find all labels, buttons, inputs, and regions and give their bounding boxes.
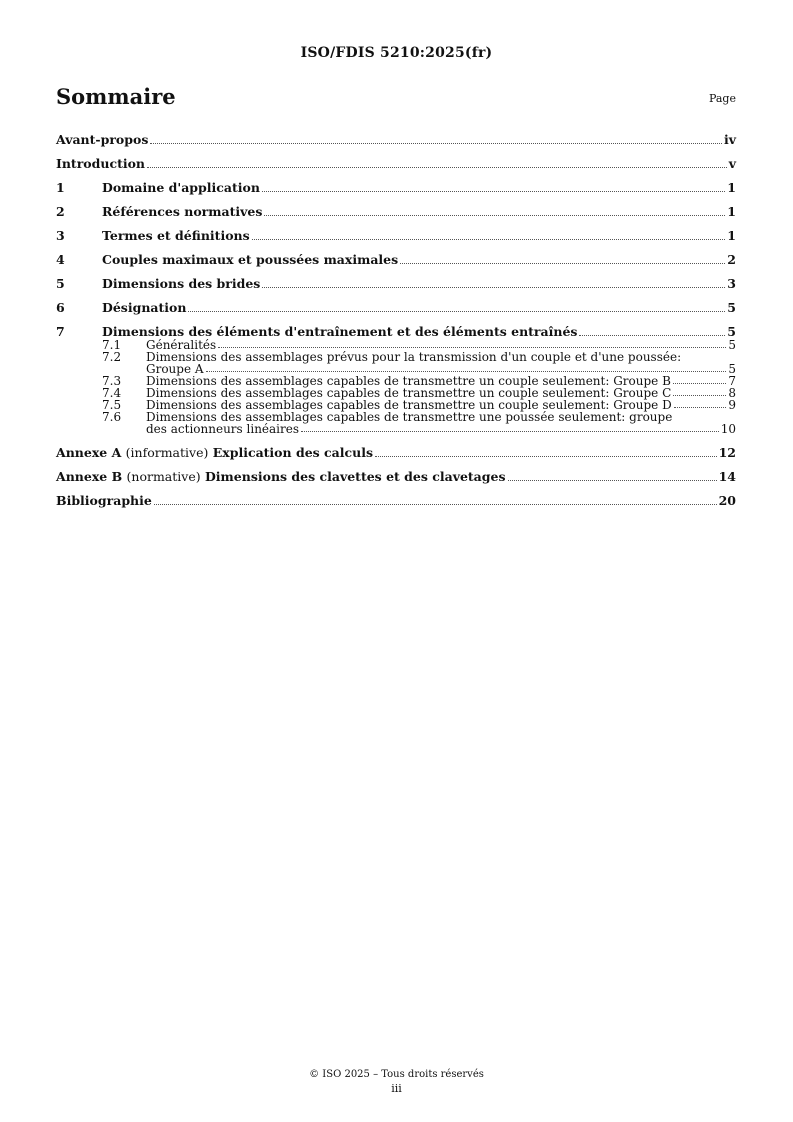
toc-subentry-text: Dimensions des assemblages prévus pour la transmission d'un couple et d'une poussée:: [146, 350, 682, 364]
toc-entry-bibliography[interactable]: [56, 491, 736, 508]
toc-entry-foreword[interactable]: [56, 130, 736, 147]
annex-title: Explication des calculs: [212, 445, 373, 460]
toc-entry-text: [56, 445, 373, 460]
toc-subentry-text: Dimensions des assemblages capables de transmettre une poussée seulement: groupe: [146, 410, 673, 424]
toc-entry-text: Couples maximaux et poussées maximales: [102, 252, 399, 267]
toc-entry-text: Avant-propos: [56, 132, 149, 147]
toc-entry-number: 3: [56, 228, 65, 243]
toc-entry-section-6[interactable]: [56, 298, 736, 315]
dot-leader: [673, 383, 726, 384]
toc-subentry-number: 7.6: [102, 410, 122, 424]
dot-leader: [375, 456, 717, 457]
toc-entry-page: 1: [727, 204, 736, 219]
toc-subentry-number: 7.4: [102, 386, 122, 400]
dot-leader: [154, 504, 717, 505]
toc-entry-text: Dimensions des éléments d'entraînement et des éléments entraînés: [102, 324, 578, 339]
toc-subentry-page: 8: [728, 386, 736, 400]
dot-leader: [147, 167, 727, 168]
toc-subentry-text-cont: des actionneurs linéaires: [146, 422, 300, 436]
toc-entry-page: 3: [727, 276, 736, 291]
toc-subentry-text: Dimensions des assemblages capables de transmettre un couple seulement: Groupe B: [146, 374, 671, 388]
dot-leader: [674, 407, 727, 408]
toc-subentry-number: 7.5: [102, 398, 122, 412]
toc-entry-page: 14: [718, 469, 736, 484]
toc-entry-section-7[interactable]: [56, 322, 736, 339]
toc-entry-page: 5: [727, 300, 736, 315]
toc-entry-number: 1: [56, 180, 65, 195]
toc-entry-section-5[interactable]: [56, 274, 736, 291]
dot-leader: [673, 395, 726, 396]
page-column-label: Page: [708, 92, 736, 105]
toc-subentry-number: 7.2: [102, 350, 122, 364]
dot-leader: [400, 263, 725, 264]
dot-leader: [150, 143, 722, 144]
toc-entry-page: 1: [727, 228, 736, 243]
copyright-notice: © ISO 2025 – Tous droits réservés: [309, 1069, 484, 1080]
toc-subentry-page: 5: [728, 338, 736, 352]
annex-label: Annexe B: [56, 469, 123, 484]
dot-leader: [579, 335, 725, 336]
toc-subentry-page: 10: [720, 422, 736, 436]
annex-kind: (informative): [125, 445, 209, 460]
dot-leader: [262, 191, 725, 192]
toc-title-row: [56, 84, 736, 114]
toc-entry-page: 5: [727, 324, 736, 339]
toc-entry-page: 12: [718, 445, 736, 460]
annex-label: Annexe A: [56, 445, 122, 460]
toc-subentry-page: 7: [728, 374, 736, 388]
toc-entry-section-2[interactable]: [56, 202, 736, 219]
toc-section-7-group: [56, 322, 736, 435]
toc-subentry-text: Dimensions des assemblages capables de transmettre un couple seulement: Groupe C: [146, 386, 672, 400]
toc-entry-annex-a[interactable]: [56, 443, 736, 460]
toc-entry-page: iv: [723, 132, 736, 147]
annex-kind: (normative): [126, 469, 201, 484]
toc-entry-annex-b[interactable]: [56, 467, 736, 484]
toc-subentry-7-2[interactable]: [56, 351, 736, 375]
annex-title: Dimensions des clavettes et des clavetages: [204, 469, 506, 484]
toc-subentry-page: 9: [728, 398, 736, 412]
dot-leader: [188, 311, 725, 312]
toc-entry-number: 6: [56, 300, 65, 315]
toc-entry-number: 5: [56, 276, 65, 291]
toc-entry-section-1[interactable]: [56, 178, 736, 195]
table-of-contents: [56, 130, 736, 515]
toc-subentry-text: Généralités: [146, 338, 217, 352]
dot-leader: [508, 480, 717, 481]
toc-entry-text: Termes et définitions: [102, 228, 250, 243]
toc-entry-page: v: [728, 156, 736, 171]
toc-entry-number: 2: [56, 204, 65, 219]
toc-entry-number: 4: [56, 252, 65, 267]
document-id-header: ISO/FDIS 5210:2025(fr): [300, 45, 493, 61]
toc-entry-page: 2: [727, 252, 736, 267]
toc-entry-text: [56, 469, 506, 484]
toc-subentry-7-6[interactable]: [56, 411, 736, 435]
dot-leader: [264, 215, 725, 216]
toc-entry-text: Désignation: [102, 300, 187, 315]
toc-entry-introduction[interactable]: [56, 154, 736, 171]
toc-subentry-page: 5: [728, 362, 736, 376]
toc-subentry-text-cont: Groupe A: [146, 362, 204, 376]
toc-entry-text: Introduction: [56, 156, 146, 171]
page-number: iii: [391, 1082, 402, 1095]
toc-entry-section-4[interactable]: [56, 250, 736, 267]
dot-leader: [206, 371, 727, 372]
toc-subentry-number: 7.3: [102, 374, 122, 388]
dot-leader: [262, 287, 725, 288]
toc-entry-number: 7: [56, 324, 65, 339]
toc-entry-text: Bibliographie: [56, 493, 152, 508]
dot-leader: [218, 347, 726, 348]
toc-entry-page: 1: [727, 180, 736, 195]
toc-entry-text: Dimensions des brides: [102, 276, 261, 291]
page-footer: [0, 1068, 793, 1096]
toc-entry-section-3[interactable]: [56, 226, 736, 243]
toc-title: Sommaire: [56, 84, 176, 109]
dot-leader: [301, 431, 719, 432]
dot-leader: [252, 239, 726, 240]
toc-subentry-text: Dimensions des assemblages capables de transmettre un couple seulement: Groupe D: [146, 398, 672, 412]
toc-entry-text: Références normatives: [102, 204, 263, 219]
toc-entry-page: 20: [718, 493, 736, 508]
toc-entry-text: Domaine d'application: [102, 180, 260, 195]
toc-subentry-number: 7.1: [102, 338, 122, 352]
